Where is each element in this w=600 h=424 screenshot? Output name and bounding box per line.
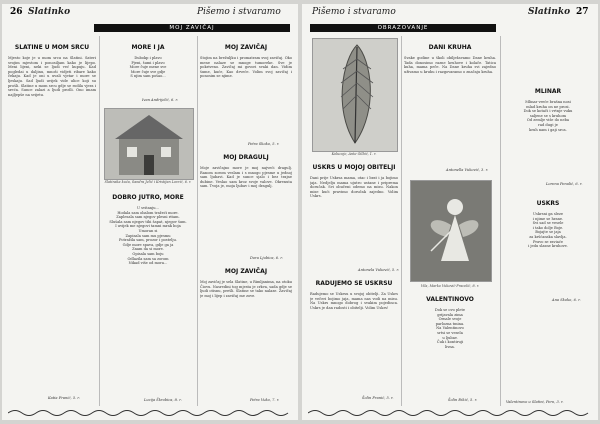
column-divider (500, 36, 501, 406)
author-signature: Valentinovo u Slatini, Pero, 3. r. (506, 400, 564, 404)
article-text: Stojim na brežuljku i promatram svoj zavičaj. Oko mene nalaze se mnoge tumoreke. Sve je pokriveno. Zavičaj mi govori svaki dan. Vidim šume, kuće, Kao drveće. Volim svoj zavičaj i ponosim se njime. (200, 56, 292, 79)
page-number: 26 (10, 7, 23, 17)
article-text: Svake godine u školi obilježavamo Dane kruha. Tada donosimo razne kruhove i kolače. Tatica kuha, mama peče. Na Dane kruha svi zajedno uživamo u kruhu i razgovaramo o značaju kruha. (404, 56, 496, 74)
article-text: Moj zavičaj je sela Slatine, u Rimljanima, na otoku Čiovu. Nasredini tog mjesta je crkva, sada gdje se ljudi otisnu, prešli. Slatine se tako nalaze. Zavičaj je moj i lijep i zavičaj me zove. (200, 280, 292, 298)
poem-text: Mlinar vreće brašna nosi mlad kruha on ne prosi. Dok se kotači i vrtnje vuku saljene se s kruhom Od zemlje više do neba rad dugi je kruh nam i gaji srca. (523, 100, 573, 132)
picture-caption: Vila, Marko Vuković-Pracelić, 8. r. (420, 284, 480, 288)
decorative-wave (308, 408, 592, 418)
article-title: RADUJEMO SE USKRSU (315, 280, 393, 287)
section-bar: MOJ ZAVIČAJ (94, 24, 290, 32)
decorative-wave (8, 408, 292, 418)
poem-title: VALENTINOVO (426, 296, 474, 303)
header-title: Pišemo i stvaramo (197, 7, 281, 17)
author-signature: Antonella Vuković, 3. r. (446, 168, 489, 172)
author-signature: Šolin Franić, 5. r. (362, 396, 394, 400)
column-divider (401, 36, 402, 406)
article-title: DANI KRUHA (428, 44, 472, 51)
column-divider (197, 36, 198, 406)
magazine-logo: Slatinko (28, 7, 71, 17)
poem-title: USKRS (536, 200, 560, 207)
author-signature: Šolin Đikić, 5. r. (448, 398, 478, 402)
article-text: Mjesto koje je u mom srcu na Slatini. Sateri svojim mjestom i ponosiljam kako je lijepo. Meni lijeni, neki se ljudi već kupuju. Kad pogledai u daljinu, mnoši vidjeti ribare kako čekaju. Kad je oni u uvali vjetar i more se ljeskaju. Sad ljudi uvijek vide ulice koji su prošli. Slatine u mom srcu gdje se rodila vjera i sreća. Sunce zalazi a ljudi prošli. Ono imam najljepše na svijetu. (8, 56, 96, 97)
article-title: USKRS U MOJOJ OBITELJI (312, 164, 396, 171)
section-bar: OBRAZOVANJE (310, 24, 496, 32)
right-page (302, 4, 598, 420)
picture-caption: Kolucoje, Ante Gilbić, 1. r. (331, 152, 377, 156)
page-number: 27 (576, 7, 589, 17)
article-title: SLATINE U MOM SRCU (14, 44, 90, 51)
article-title: MOJ ZAVIČAJ (224, 44, 268, 51)
house-drawing (104, 108, 194, 180)
picture-caption: Slatinska kuća, Sandra Jelić i Kristijan Lovrić, 6. r. (104, 180, 192, 184)
column-divider (99, 36, 100, 406)
author-signature: Antonela Vuković, 5. r. (358, 268, 399, 272)
author-signature: Dora Ljubica, 6. r. (250, 256, 283, 260)
author-signature: Katia Franić, 5. r. (48, 396, 80, 400)
author-signature: Lucija Škrobica, 8. r. (144, 398, 182, 402)
author-signature: Petra Skoko, 5. r. (248, 142, 280, 146)
header-title: Pišemo i stvaramo (312, 7, 396, 17)
author-signature: Lorena Penalić, 6. r. (546, 182, 583, 186)
poem-text: Uskrsni ga sleze i njime se hrane. Svi sad se vesele i tako dolje Boje. Bojajte se jaja za kršćanska slavlja. Pravo se raviaće i jedu slasne kruhove. (528, 212, 568, 249)
poem-text: Dok se ovo plete grijavala zima Ornale svoje parlozna tmina. Na Valentinovo srtsi se vesela u ljubav. Čuk i kontiruji livna. (434, 308, 466, 349)
left-page (2, 4, 298, 420)
poem-text: Dubokp i plavo Pjeni, šumi i plavo More čuje mene sve More čuje sve gdje S njim sam pošao... (129, 56, 167, 79)
poem-text: U svitanju... Hodala sam obalom tražeći more. Zaplesala sam njegov plesni ritam. Slušala sam njegov tihi šapat, njegov šum. I uvijek me njegovi tamni mrak boja Umoran si Zapisala sam mu pjesmu Potražila sam, prozor i postelju. Gdje more spava, gdje ga ja Znam da si more. Opisala sam boju Odlazila sam sa zorom Nikad više od mora... (109, 206, 187, 266)
magazine-logo: Slatinko (528, 7, 571, 17)
article-text: Dani prije Uskrsa mama, otac i brat i ja bojimo jaja. Nedjelju mama ujutro ustane i priprema doručak. Svi obučeni odemo na misu. Nakon mise kući pravimo doručak zajedno. Volim Uskrs. (310, 176, 398, 199)
poem-title: MORE I JA (131, 44, 165, 51)
poem-title: DOBRO JUTRO, MORE (112, 194, 184, 201)
feather-drawing (312, 38, 398, 152)
author-signature: Ivan Andrijelić, 6. r. (142, 98, 178, 102)
author-signature: Petra Vuko, 7. r. (250, 398, 280, 402)
article-title: MOJ DRAGULJ (223, 154, 269, 161)
author-signature: Ana Skoko, 6. r. (552, 298, 581, 302)
article-title: MOJ ZAVIČAJ (224, 268, 268, 275)
poem-title: MLINAR (534, 88, 562, 95)
fairy-drawing (410, 180, 492, 282)
article-text: Moje zavičajno more je moj najveći dragulj. Ranom zorom veslam i s mnogo pjesme u jednoj sam ljubavi. Kad je sunce sjalo i bez trajne dubine. Veslao sam kroz svoje valove. Okrenuta sam. Tvoja je, moja ljubav i moj dragulj. (200, 166, 292, 189)
article-text: Radujemo se Uskrsu u svojoj obitelji. Za Uskrs je večeri bojimo jaja, mama nas vodi na misu. Na Uskrs mnogo dobrog i svakim pojedinca. Uskrs je dan radosti i obitelji. Volim Uskrs! (310, 292, 398, 310)
